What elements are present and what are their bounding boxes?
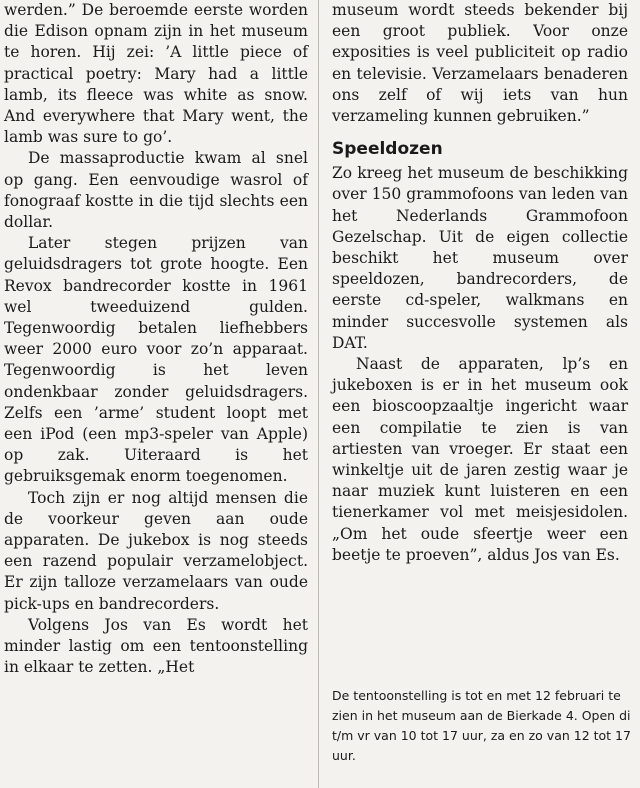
paragraph: Naast de apparaten, lp’s en jukeboxen is er in het museum ook een bioscoopzaaltje ingericht waar een compilatie te zien is van artiesten van vroeger. Er staat een winkeltje uit de jaren zestig waar je naar muziek kunt luisteren en een tienerkamer vol met meisjesidolen. „Om het oude sfeertje weer een beetje te proeven”, aldus Jos van Es. (332, 355, 628, 564)
paragraph: Toch zijn er nog altijd mensen die de voorkeur geven aan oude apparaten. De jukebox is nog steeds een razend populair verzamelobject. Er zijn talloze verzamelaars van oude pick-ups en bandrecorders. (4, 488, 308, 613)
section-subheading: Speeldozen (332, 139, 443, 160)
paragraph: Later stegen prijzen van geluidsdragers tot grote hoogte. Een Revox bandrecorder kostte in 1961 wel tweeduizend gulden. Tegenwoordig betalen liefhebbers weer 2000 euro voor zo’n apparaat. Tegenwoordig is het leven ondenkbaar zonder geluidsdragers. Zelfs een ’arme’ student loopt met een iPod (een mp3-speler van Apple) op zak. Uiteraard is het gebruiksgemak enorm toegenomen. (4, 234, 308, 486)
paragraph: Zo kreeg het museum de beschikking over 150 grammofoons van leden van het Nederlands Grammofoon Gezelschap. Uit de eigen collectie beschikt het museum over speeldozen, bandrecorders, de eerste cd-speler, walkmans en minder succesvolle systemen als DAT. (332, 164, 628, 352)
info-note-text: De tentoonstelling is tot en met 12 februari te zien in het museum aan de Bierkade 4. Open di t/m vr van 10 tot 17 uur, za en zo van 12 tot 17 uur. (332, 688, 631, 763)
left-column (4, 0, 308, 679)
paragraph: De massaproductie kwam al snel op gang. Een eenvoudige wasrol of fonograaf kostte in die tijd slechts een dollar. (4, 149, 308, 232)
paragraph: museum wordt steeds bekender bij een groot publiek. Voor onze exposities is veel publiciteit op radio en televisie. Verzamelaars benaderen ons zelf of wij iets van hun verzameling kunnen gebruiken.” (332, 1, 628, 126)
column-divider (318, 0, 319, 788)
paragraph: Volgens Jos van Es wordt het minder lastig om een tentoonstelling in elkaar te zetten. „Het (4, 615, 308, 677)
paragraph: werden.” De beroemde eerste worden die Edison opnam zijn in het museum te horen. Hij zei: ’A little piece of practical poetry: Mary had a little lamb, its fleece was white as snow. And everywhere that Mary went, the lamb was sure to go’. (4, 1, 308, 147)
exhibition-info-note (332, 686, 632, 766)
right-column (332, 0, 628, 566)
